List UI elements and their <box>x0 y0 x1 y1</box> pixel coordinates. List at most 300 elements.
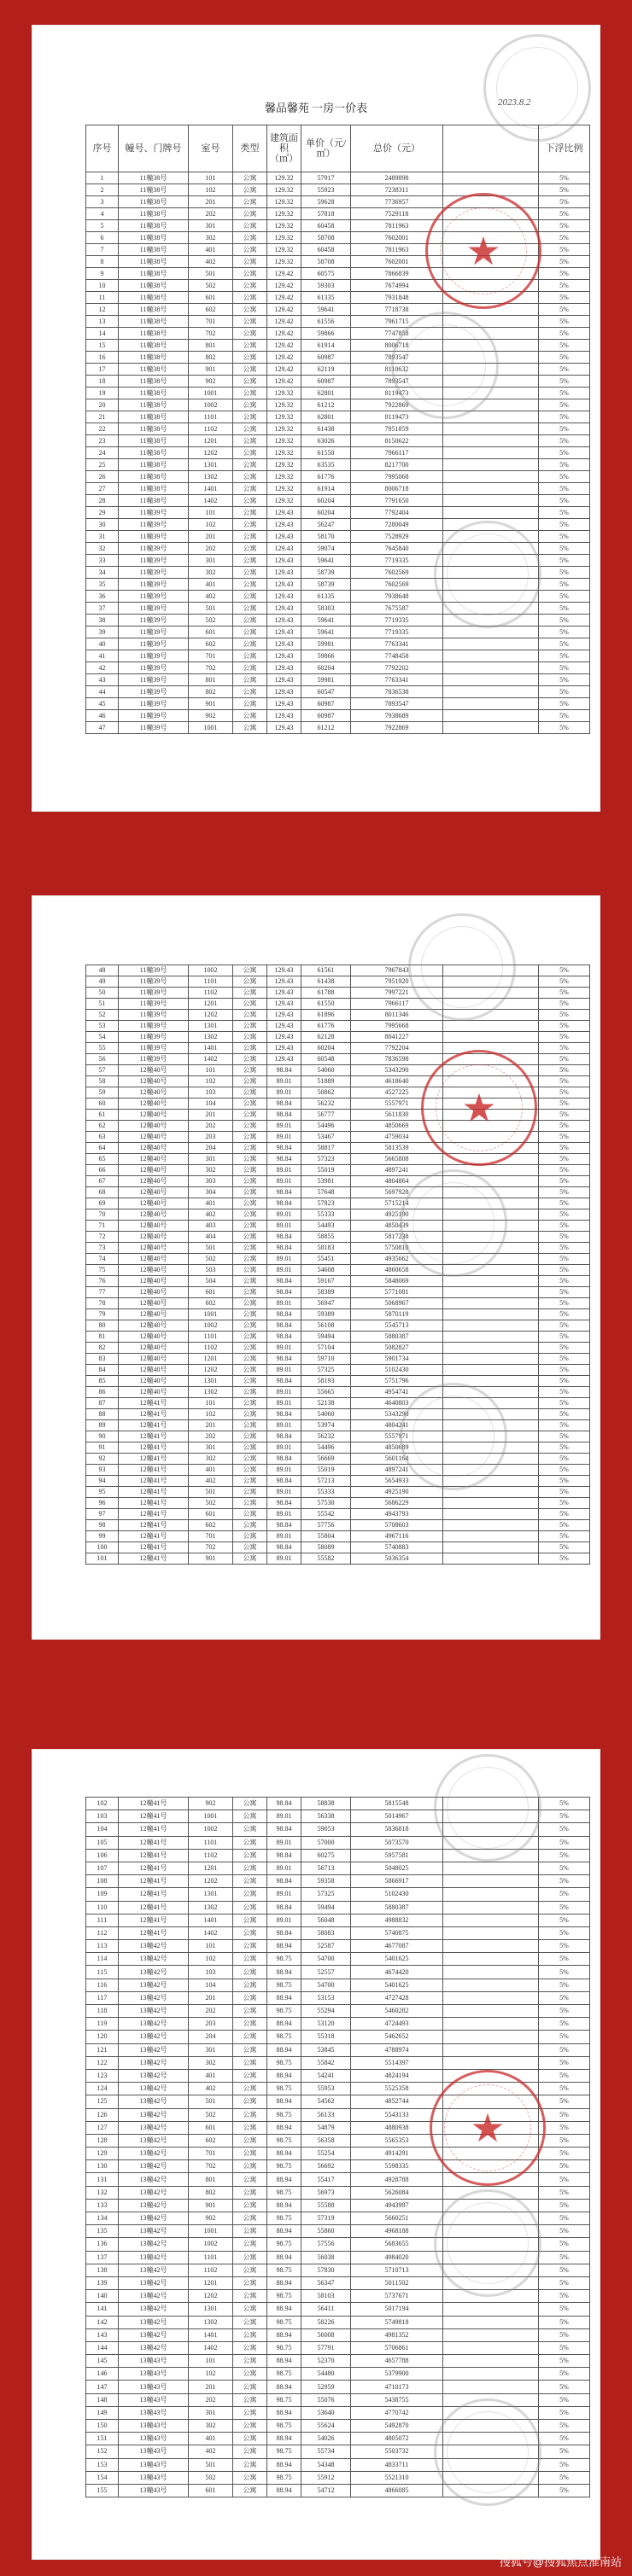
cell-index: 126 <box>86 2108 119 2121</box>
cell-room: 102 <box>189 519 233 531</box>
cell-room: 701 <box>189 316 233 328</box>
cell-room: 902 <box>189 1798 233 1810</box>
cell-blank <box>443 2108 539 2121</box>
cell-room: 802 <box>189 352 233 364</box>
cell-discount: 5% <box>539 1862 590 1874</box>
table-row <box>86 1232 590 1243</box>
cell-type: 公寓 <box>233 1154 267 1165</box>
cell-building: 11幢39号 <box>119 722 189 734</box>
cell-area: 89.01 <box>267 1914 301 1926</box>
cell-index: 121 <box>86 2043 119 2056</box>
cell-total-price: 4727428 <box>351 1991 443 2004</box>
cell-index: 125 <box>86 2095 119 2108</box>
cell-index: 68 <box>86 1187 119 1198</box>
cell-area: 98.84 <box>267 1409 301 1420</box>
cell-room: 302 <box>189 232 233 244</box>
cell-building: 13幢42号 <box>119 2238 189 2251</box>
cell-discount: 5% <box>539 2056 590 2069</box>
cell-index: 61 <box>86 1110 119 1121</box>
cell-area: 98.84 <box>267 1849 301 1862</box>
cell-room: 1401 <box>189 2328 233 2341</box>
table-row <box>86 1110 590 1121</box>
cell-building: 13幢42号 <box>119 2005 189 2018</box>
cell-building: 13幢42号 <box>119 2031 189 2043</box>
table-row <box>86 698 590 710</box>
table-row <box>86 555 590 567</box>
table-row <box>86 388 590 399</box>
cell-building: 13幢43号 <box>119 2445 189 2458</box>
cell-area: 129.32 <box>267 495 301 507</box>
table-row <box>86 1065 590 1076</box>
table-row <box>86 1520 590 1531</box>
cell-total-price: 5503732 <box>351 2445 443 2458</box>
cell-building: 11幢38号 <box>119 316 189 328</box>
cell-unit-price: 62801 <box>301 411 351 423</box>
cell-building: 12幢40号 <box>119 1354 189 1365</box>
cell-building: 11幢39号 <box>119 1021 189 1032</box>
cell-discount: 5% <box>539 1531 590 1542</box>
cell-building: 11幢38号 <box>119 471 189 483</box>
cell-type: 公寓 <box>233 1966 267 1979</box>
cell-building: 12幢41号 <box>119 1509 189 1520</box>
cell-unit-price: 56777 <box>301 1110 351 1121</box>
cell-index: 63 <box>86 1132 119 1143</box>
cell-discount: 5% <box>539 1076 590 1087</box>
cell-room: 102 <box>189 2368 233 2381</box>
cell-area: 129.43 <box>267 976 301 988</box>
cell-area: 88.94 <box>267 2043 301 2056</box>
cell-total-price: 4852744 <box>351 2095 443 2108</box>
cell-unit-price: 56358 <box>301 2134 351 2147</box>
cell-area: 98.84 <box>267 1476 301 1487</box>
cell-index: 41 <box>86 650 119 662</box>
table-row <box>86 2160 590 2173</box>
cell-index: 72 <box>86 1232 119 1243</box>
cell-type: 公寓 <box>233 244 267 256</box>
cell-index: 140 <box>86 2290 119 2303</box>
cell-room: 601 <box>189 2484 233 2497</box>
cell-unit-price: 54060 <box>301 1409 351 1420</box>
cell-area: 129.32 <box>267 435 301 447</box>
cell-index: 98 <box>86 1520 119 1531</box>
cell-discount: 5% <box>539 1836 590 1849</box>
cell-type: 公寓 <box>233 1398 267 1409</box>
cell-total-price: 4804864 <box>351 1176 443 1187</box>
cell-building: 11幢39号 <box>119 988 189 999</box>
cell-room: 1101 <box>189 411 233 423</box>
cell-room: 701 <box>189 650 233 662</box>
cell-total-price: 5710713 <box>351 2264 443 2276</box>
cell-total-price: 7280049 <box>351 519 443 531</box>
cell-discount: 5% <box>539 531 590 543</box>
cell-room: 102 <box>189 184 233 196</box>
cell-index: 19 <box>86 388 119 399</box>
cell-unit-price: 58226 <box>301 2316 351 2328</box>
table-row <box>86 1836 590 1849</box>
cell-type: 公寓 <box>233 280 267 292</box>
cell-building: 12幢40号 <box>119 1365 189 1376</box>
cell-building: 13幢42号 <box>119 1940 189 1953</box>
cell-unit-price: 59641 <box>301 615 351 627</box>
cell-total-price: 5462652 <box>351 2031 443 2043</box>
cell-blank <box>443 2276 539 2289</box>
cell-index: 80 <box>86 1320 119 1332</box>
cell-unit-price: 59641 <box>301 304 351 316</box>
cell-total-price: 7893547 <box>351 698 443 710</box>
cell-index: 102 <box>86 1798 119 1810</box>
cell-total-price: 7763341 <box>351 638 443 650</box>
cell-discount: 5% <box>539 555 590 567</box>
cell-area: 129.43 <box>267 603 301 615</box>
table-row <box>86 1966 590 1979</box>
cell-unit-price: 59710 <box>301 1354 351 1365</box>
cell-unit-price: 61335 <box>301 591 351 603</box>
cell-total-price: 4860658 <box>351 1265 443 1276</box>
table-row <box>86 2381 590 2393</box>
cell-blank <box>443 1888 539 1901</box>
cell-blank <box>443 1498 539 1509</box>
cell-building: 12幢40号 <box>119 1309 189 1320</box>
cell-total-price: 7951859 <box>351 423 443 435</box>
cell-type: 公寓 <box>233 328 267 340</box>
table-row <box>86 268 590 280</box>
cell-unit-price: 60204 <box>301 1043 351 1054</box>
cell-building: 12幢41号 <box>119 1442 189 1454</box>
cell-building: 13幢42号 <box>119 2212 189 2225</box>
cell-blank <box>443 1531 539 1542</box>
cell-blank <box>443 519 539 531</box>
cell-blank <box>443 1110 539 1121</box>
cell-building: 11幢39号 <box>119 591 189 603</box>
table-row <box>86 1187 590 1198</box>
cell-index: 128 <box>86 2134 119 2147</box>
cell-unit-price: 60575 <box>301 268 351 280</box>
cell-type: 公寓 <box>233 1914 267 1926</box>
cell-type: 公寓 <box>233 316 267 328</box>
cell-type: 公寓 <box>233 2381 267 2393</box>
cell-building: 12幢40号 <box>119 1287 189 1298</box>
cell-blank <box>443 2251 539 2264</box>
cell-type: 公寓 <box>233 2328 267 2341</box>
cell-index: 152 <box>86 2445 119 2458</box>
cell-index: 51 <box>86 999 119 1010</box>
table-row <box>86 2173 590 2186</box>
cell-area: 129.43 <box>267 1054 301 1065</box>
cell-building: 11幢38号 <box>119 244 189 256</box>
cell-blank <box>443 662 539 674</box>
table-row <box>86 2018 590 2031</box>
cell-total-price: 7791650 <box>351 495 443 507</box>
cell-discount: 5% <box>539 435 590 447</box>
cell-blank <box>443 1065 539 1076</box>
cell-room: 1001 <box>189 1810 233 1823</box>
cell-index: 50 <box>86 988 119 999</box>
cell-room: 1401 <box>189 483 233 495</box>
cell-unit-price: 59866 <box>301 328 351 340</box>
cell-blank <box>443 184 539 196</box>
cell-unit-price: 54712 <box>301 2484 351 2497</box>
cell-index: 22 <box>86 423 119 435</box>
cell-total-price: 5715214 <box>351 1198 443 1209</box>
cell-blank <box>443 2264 539 2276</box>
cell-unit-price: 55953 <box>301 2083 351 2095</box>
cell-building: 11幢39号 <box>119 567 189 579</box>
cell-discount: 5% <box>539 2238 590 2251</box>
cell-room: 403 <box>189 1221 233 1232</box>
cell-discount: 5% <box>539 579 590 591</box>
cell-index: 59 <box>86 1087 119 1099</box>
cell-total-price: 7893547 <box>351 352 443 364</box>
cell-total-price: 4710173 <box>351 2381 443 2393</box>
cell-blank <box>443 2148 539 2160</box>
cell-total-price: 5401625 <box>351 1979 443 1991</box>
cell-unit-price: 62119 <box>301 364 351 376</box>
cell-blank <box>443 292 539 304</box>
cell-room: 801 <box>189 674 233 686</box>
cell-total-price: 5817238 <box>351 1232 443 1243</box>
table-row <box>86 615 590 627</box>
cell-total-price: 4925190 <box>351 1209 443 1221</box>
cell-room: 204 <box>189 2031 233 2043</box>
price-table-3 <box>85 1797 590 2497</box>
table-row <box>86 1343 590 1354</box>
cell-total-price: 7674994 <box>351 280 443 292</box>
cell-room: 501 <box>189 1487 233 1498</box>
cell-building: 11幢38号 <box>119 196 189 208</box>
cell-unit-price: 61776 <box>301 471 351 483</box>
cell-building: 11幢38号 <box>119 411 189 423</box>
cell-type: 公寓 <box>233 2018 267 2031</box>
table-row <box>86 2393 590 2406</box>
cell-index: 120 <box>86 2031 119 2043</box>
cell-total-price: 7719335 <box>351 555 443 567</box>
cell-building: 12幢41号 <box>119 1901 189 1914</box>
table-row <box>86 1154 590 1165</box>
cell-unit-price: 55318 <box>301 2031 351 2043</box>
cell-area: 88.94 <box>267 2148 301 2160</box>
cell-room: 601 <box>189 2121 233 2134</box>
cell-room: 702 <box>189 328 233 340</box>
cell-unit-price: 60458 <box>301 220 351 232</box>
table-row <box>86 1991 590 2004</box>
cell-index: 33 <box>86 555 119 567</box>
price-table-2 <box>85 965 590 1565</box>
cell-area: 129.42 <box>267 268 301 280</box>
cell-type: 公寓 <box>233 2276 267 2289</box>
cell-index: 144 <box>86 2341 119 2354</box>
cell-discount: 5% <box>539 1454 590 1465</box>
cell-building: 12幢41号 <box>119 1888 189 1901</box>
cell-room: 104 <box>189 1099 233 1110</box>
cell-unit-price: 59074 <box>301 543 351 555</box>
cell-unit-price: 58083 <box>301 1926 351 1939</box>
cell-discount: 5% <box>539 1542 590 1553</box>
cell-total-price: 4850439 <box>351 1221 443 1232</box>
cell-type: 公寓 <box>233 1542 267 1553</box>
cell-unit-price: 58708 <box>301 232 351 244</box>
cell-discount: 5% <box>539 1940 590 1953</box>
cell-index: 105 <box>86 1836 119 1849</box>
table-row <box>86 1198 590 1209</box>
cell-blank <box>443 2121 539 2134</box>
cell-area: 89.01 <box>267 1465 301 1476</box>
cell-type: 公寓 <box>233 483 267 495</box>
cell-type: 公寓 <box>233 495 267 507</box>
table-row <box>86 2368 590 2381</box>
price-sheet-page-2 <box>32 896 600 1639</box>
cell-building: 11幢38号 <box>119 172 189 184</box>
cell-room: 402 <box>189 591 233 603</box>
table-row <box>86 2458 590 2471</box>
cell-index: 127 <box>86 2121 119 2134</box>
cell-total-price: 5036354 <box>351 1553 443 1565</box>
cell-area: 89.01 <box>267 1509 301 1520</box>
cell-index: 145 <box>86 2355 119 2368</box>
cell-total-price: 5460282 <box>351 2005 443 2018</box>
cell-building: 12幢40号 <box>119 1110 189 1121</box>
cell-total-price: 8006718 <box>351 483 443 495</box>
cell-type: 公寓 <box>233 710 267 722</box>
cell-discount: 5% <box>539 1209 590 1221</box>
cell-area: 129.43 <box>267 579 301 591</box>
table-row <box>86 650 590 662</box>
cell-unit-price: 53974 <box>301 1420 351 1431</box>
cell-building: 13幢42号 <box>119 2121 189 2134</box>
cell-index: 18 <box>86 376 119 388</box>
cell-total-price: 7792204 <box>351 1043 443 1054</box>
cell-building: 12幢40号 <box>119 1187 189 1198</box>
cell-discount: 5% <box>539 2251 590 2264</box>
cell-index: 21 <box>86 411 119 423</box>
table-row <box>86 1798 590 1810</box>
cell-type: 公寓 <box>233 615 267 627</box>
cell-discount: 5% <box>539 1509 590 1520</box>
cell-total-price: 5017194 <box>351 2303 443 2316</box>
cell-total-price: 4943793 <box>351 1509 443 1520</box>
cell-room: 1002 <box>189 399 233 411</box>
cell-unit-price: 57319 <box>301 2212 351 2225</box>
cell-index: 107 <box>86 1862 119 1874</box>
table-row <box>86 1320 590 1332</box>
cell-area: 98.75 <box>267 2005 301 2018</box>
cell-index: 48 <box>86 965 119 976</box>
cell-room: 902 <box>189 710 233 722</box>
cell-discount: 5% <box>539 1465 590 1476</box>
cell-total-price: 5880387 <box>351 1332 443 1343</box>
cell-type: 公寓 <box>233 603 267 615</box>
cell-unit-price: 57323 <box>301 1154 351 1165</box>
cell-area: 129.32 <box>267 399 301 411</box>
cell-discount: 5% <box>539 1926 590 1939</box>
cell-discount: 5% <box>539 471 590 483</box>
document-title: 馨品馨苑 一房一价表 <box>264 102 368 114</box>
cell-room: 103 <box>189 1087 233 1099</box>
cell-type: 公寓 <box>233 2056 267 2069</box>
cell-type: 公寓 <box>233 686 267 698</box>
cell-discount: 5% <box>539 1888 590 1901</box>
cell-blank <box>443 232 539 244</box>
price-sheet-page-1 <box>32 26 600 811</box>
table-row <box>86 172 590 184</box>
cell-area: 129.43 <box>267 674 301 686</box>
cell-index: 62 <box>86 1121 119 1132</box>
cell-area: 88.94 <box>267 2276 301 2289</box>
cell-room: 901 <box>189 2199 233 2212</box>
cell-type: 公寓 <box>233 2290 267 2303</box>
cell-unit-price: 58708 <box>301 256 351 268</box>
cell-room: 1302 <box>189 2316 233 2328</box>
cell-total-price: 5626084 <box>351 2186 443 2199</box>
cell-type: 公寓 <box>233 352 267 364</box>
cell-unit-price: 58089 <box>301 1542 351 1553</box>
cell-type: 公寓 <box>233 2355 267 2368</box>
cell-type: 公寓 <box>233 2251 267 2264</box>
cell-unit-price: 59053 <box>301 1823 351 1836</box>
cell-type: 公寓 <box>233 2121 267 2134</box>
cell-unit-price: 58838 <box>301 1798 351 1810</box>
cell-type: 公寓 <box>233 2445 267 2458</box>
table-row <box>86 1926 590 1939</box>
table-row <box>86 638 590 650</box>
cell-total-price: 4984020 <box>351 2251 443 2264</box>
cell-room: 1202 <box>189 2290 233 2303</box>
cell-blank <box>443 280 539 292</box>
cell-type: 公寓 <box>233 1243 267 1254</box>
cell-room: 1302 <box>189 1032 233 1043</box>
cell-discount: 5% <box>539 1276 590 1287</box>
cell-blank <box>443 399 539 411</box>
cell-room: 1201 <box>189 435 233 447</box>
table-row <box>86 2264 590 2276</box>
cell-index: 43 <box>86 674 119 686</box>
cell-type: 公寓 <box>233 519 267 531</box>
cell-type: 公寓 <box>233 1121 267 1132</box>
table-row <box>86 1431 590 1442</box>
cell-discount: 5% <box>539 1287 590 1298</box>
cell-room: 203 <box>189 1132 233 1143</box>
cell-building: 13幢42号 <box>119 2148 189 2160</box>
cell-type: 公寓 <box>233 1176 267 1187</box>
cell-discount: 5% <box>539 220 590 232</box>
cell-index: 17 <box>86 364 119 376</box>
cell-blank <box>443 352 539 364</box>
cell-discount: 5% <box>539 2212 590 2225</box>
table-row <box>86 2121 590 2134</box>
table-row <box>86 2108 590 2121</box>
cell-discount: 5% <box>539 2406 590 2419</box>
cell-unit-price: 52959 <box>301 2381 351 2393</box>
cell-discount: 5% <box>539 1032 590 1043</box>
cell-index: 134 <box>86 2212 119 2225</box>
cell-index: 8 <box>86 256 119 268</box>
cell-blank <box>443 1940 539 1953</box>
cell-area: 129.32 <box>267 423 301 435</box>
cell-index: 36 <box>86 591 119 603</box>
cell-unit-price: 53120 <box>301 2018 351 2031</box>
cell-discount: 5% <box>539 1420 590 1431</box>
table-row <box>86 1553 590 1565</box>
cell-type: 公寓 <box>233 2316 267 2328</box>
cell-building: 13幢42号 <box>119 2303 189 2316</box>
cell-room: 502 <box>189 1254 233 1265</box>
cell-area: 98.84 <box>267 1276 301 1287</box>
cell-room: 104 <box>189 1979 233 1991</box>
cell-total-price: 5014967 <box>351 1810 443 1823</box>
cell-area: 129.43 <box>267 999 301 1010</box>
cell-unit-price: 56133 <box>301 2108 351 2121</box>
cell-discount: 5% <box>539 2160 590 2173</box>
cell-unit-price: 62801 <box>301 388 351 399</box>
